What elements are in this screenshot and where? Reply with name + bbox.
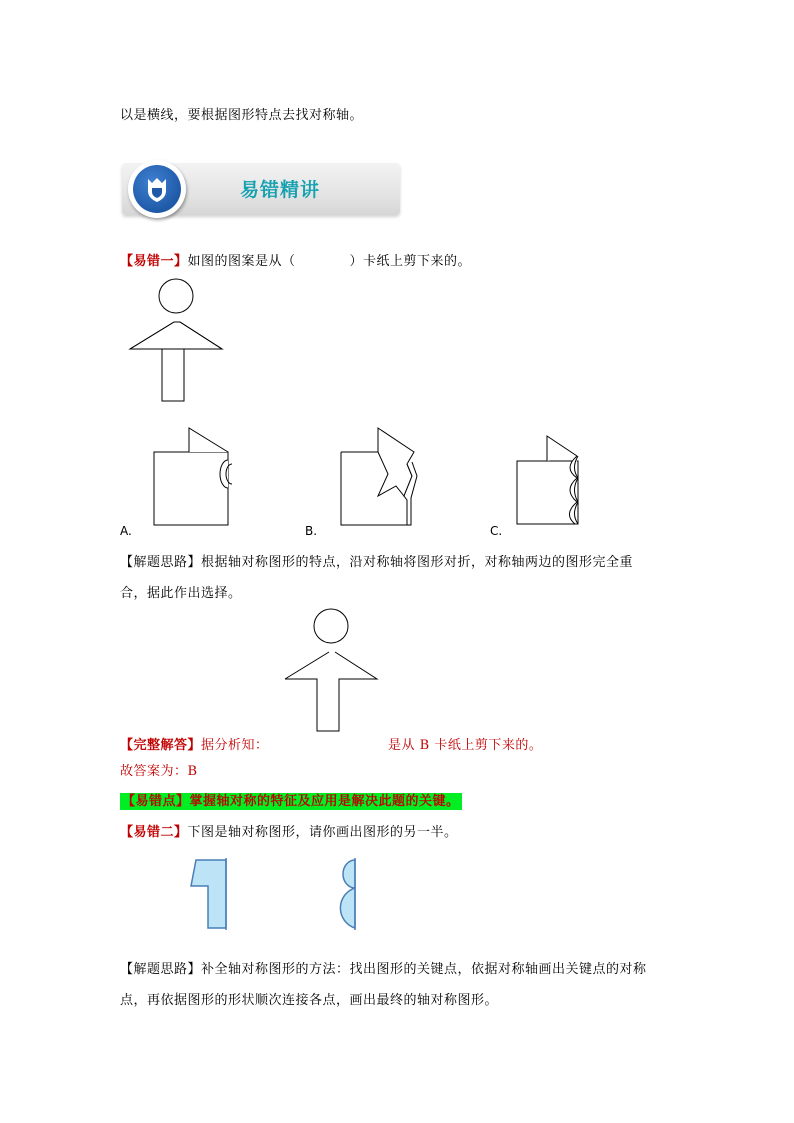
error1-answer-tag: 【完整解答】: [120, 738, 202, 753]
error1-final-answer: 故答案为：B: [120, 764, 198, 779]
error2-approach-tag: 【解题思路】: [120, 962, 202, 977]
shield-badge-icon: [133, 165, 181, 213]
section-title: 易错精讲: [240, 179, 321, 201]
error1-answer-lead: 据分析知：: [201, 738, 269, 753]
error2-question-line: [120, 821, 458, 840]
error1-keypoint-line: [120, 790, 462, 809]
error1-question-line: [120, 250, 471, 269]
error1-keypoint: [120, 793, 462, 810]
error1-answer-tail: 是从 B 卡纸上剪下来的。: [388, 738, 543, 753]
error2-approach-line1: [120, 958, 647, 977]
option-a-figure: [153, 426, 233, 526]
error1-answer-line: [120, 734, 269, 753]
option-b-label: B.: [305, 524, 318, 538]
error1-approach-text1: 根据轴对称图形的特点，沿对称轴将图形对折，对称轴两边的图形完全重: [201, 555, 634, 570]
intro-text: 以是横线，要根据图形特点去找对称轴。: [120, 108, 364, 123]
error2-approach-text1: 补全轴对称图形的方法：找出图形的关键点，依据对称轴画出关键点的对称: [201, 962, 647, 977]
error1-approach-line1: [120, 551, 633, 570]
error1-approach-line2: 合，据此作出选择。: [120, 586, 242, 601]
half-eight-shape: [328, 858, 368, 932]
error1-approach-tag: 【解题思路】: [120, 555, 202, 570]
error1-keypoint-tag: 【易错点】: [122, 794, 190, 809]
girl-figure-answer: [283, 604, 383, 734]
banner-badge: [128, 160, 186, 218]
option-b-figure: [340, 426, 430, 526]
error2-tag: 【易错二】: [120, 825, 188, 840]
error2-approach-line2: 点，再依据图形的形状顺次连接各点，画出最终的轴对称图形。: [120, 993, 499, 1008]
option-c-label: C.: [490, 524, 503, 538]
half-t-shape: [190, 858, 230, 930]
error2-question: 下图是轴对称图形，请你画出图形的另一半。: [187, 825, 458, 840]
error1-tag: 【易错一】: [120, 254, 188, 269]
option-a-label: A.: [120, 524, 132, 538]
option-c-figure: [515, 434, 595, 534]
error1-keypoint-text: 掌握轴对称的特征及应用是解决此题的关键。: [189, 794, 460, 809]
error1-question: 如图的图案是从（ ）卡纸上剪下来的。: [187, 254, 472, 269]
girl-figure: [128, 274, 228, 404]
